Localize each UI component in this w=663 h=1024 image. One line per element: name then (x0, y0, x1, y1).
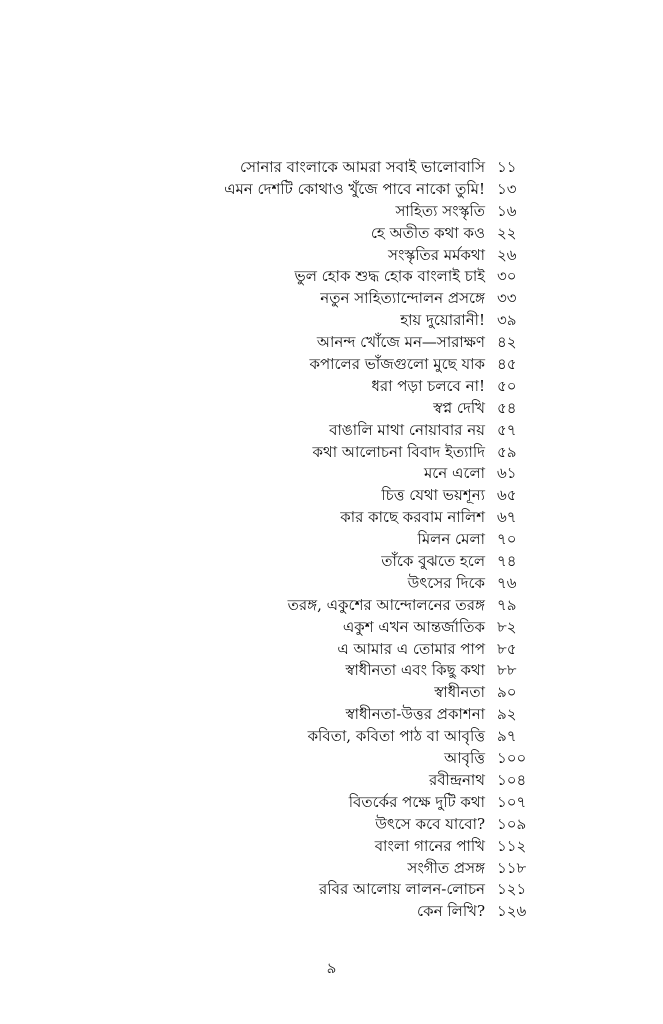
toc-entry-page: ৮৮ (497, 661, 517, 680)
toc-entry-page: ৮২ (497, 617, 517, 636)
toc-entry (0, 376, 663, 398)
toc-entry-page: ২২ (497, 223, 517, 242)
toc-entry-title: হায় দুয়োরানী! (400, 311, 485, 330)
toc-entry-title: কার কাছে করবাম নালিশ (340, 508, 485, 527)
toc-entry (0, 573, 663, 595)
toc-entry (0, 660, 663, 682)
toc-entry-title: সংস্কৃতির মর্মকথা (388, 245, 485, 264)
toc-entry-title: বিতর্কের পক্ষে দুটি কথা (348, 792, 485, 811)
toc-entry-page: ১৬ (497, 201, 517, 220)
toc-entry-page: ৮৫ (497, 639, 517, 658)
toc-entry (0, 704, 663, 726)
toc-entry-page: ১০০ (497, 749, 527, 768)
toc-entry-title: কবিতা, কবিতা পাঠ বা আবৃত্তি (307, 727, 485, 746)
toc-entry (0, 529, 663, 551)
toc-entry-title: মনে এলো (423, 464, 485, 483)
toc-entry-title: চিত্ত যেথা ভয়শূন্য (381, 486, 485, 505)
toc-entry-page: ১১ (497, 158, 517, 176)
toc-entry-title: সাহিত্য সংস্কৃতি (395, 201, 485, 220)
toc-entry (0, 463, 663, 485)
toc-entry-page: ৭৬ (497, 573, 517, 592)
toc-entry-title: সোনার বাংলাকে আমরা সবাই ভালোবাসি (240, 158, 485, 176)
toc-entry (0, 398, 663, 420)
toc-entry (0, 266, 663, 288)
toc-entry (0, 879, 663, 901)
toc-entry (0, 792, 663, 814)
toc-entry-page: ৫৪ (497, 398, 517, 417)
toc-entry-title: কথা আলোচনা বিবাদ ইত্যাদি (312, 442, 485, 461)
toc-entry-title: ভুল হোক শুদ্ধ হোক বাংলাই চাই (294, 267, 485, 286)
toc-entry-page: ১১৮ (497, 858, 527, 877)
toc-entry (0, 201, 663, 223)
toc-entry-page: ৩৩ (497, 289, 517, 308)
toc-entry (0, 595, 663, 617)
toc-entry-page: ৪৫ (497, 355, 517, 374)
toc-entry-page: ৯২ (497, 705, 517, 724)
toc-entry (0, 551, 663, 573)
toc-entry-page: ১৩ (497, 179, 517, 198)
toc-entry (0, 748, 663, 770)
toc-entry-page: ৭০ (497, 530, 517, 549)
toc-entry-title: স্বপ্ন দেখি (433, 398, 485, 417)
toc-entry (0, 310, 663, 332)
toc-entry-page: ৭৪ (497, 552, 517, 571)
toc-entry (0, 682, 663, 704)
toc-entry-title: আবৃত্তি (444, 749, 485, 768)
toc-entry-page: ৬৭ (497, 508, 517, 527)
toc-entry-page: ১২৬ (497, 902, 527, 921)
toc-entry-page: ২৬ (497, 245, 517, 264)
toc-entry-page: ৪২ (497, 333, 517, 352)
toc-entry-title: তাঁকে বুঝতে হলে (381, 552, 485, 571)
toc-entry-page: ১০৯ (497, 814, 527, 833)
toc-entry-title: এমন দেশটি কোথাও খুঁজে পাবে নাকো তুমি! (224, 179, 485, 198)
toc-entry (0, 726, 663, 748)
toc-entry-title: কেন লিখি? (417, 902, 485, 921)
toc-entry (0, 179, 663, 201)
toc-entry (0, 617, 663, 639)
toc-entry-page: ৯৭ (497, 727, 517, 746)
toc-entry (0, 288, 663, 310)
toc-entry-title: একুশ এখন আন্তর্জাতিক (342, 617, 485, 636)
toc-entry-title: রবির আলোয় লালন-লোচন (319, 880, 485, 899)
toc-entry-title: তরঙ্গ, একুশের আন্দোলনের তরঙ্গ (287, 595, 485, 614)
toc-entry-title: রবীন্দ্রনাথ (428, 770, 485, 789)
toc-entry-title: উৎসের দিকে (407, 573, 485, 592)
toc-entry (0, 507, 663, 529)
toc-entry (0, 223, 663, 245)
toc-entry-page: ১১২ (497, 836, 527, 855)
toc-entry (0, 836, 663, 858)
toc-entry-title: স্বাধীনতা (434, 683, 485, 702)
toc-entry (0, 157, 663, 179)
toc-entry-title: আনন্দ খোঁজে মন—সারাক্ষণ (316, 333, 485, 352)
toc-entry-page: ৩৯ (497, 311, 517, 330)
toc-entry-page: ৬৫ (497, 486, 517, 505)
toc-entry-title: এ আমার এ তোমার পাপ (337, 639, 485, 658)
toc-entry-page: ৩০ (497, 267, 517, 286)
toc-entry (0, 354, 663, 376)
toc-entry-title: বাংলা গানের পাখি (374, 836, 485, 855)
toc-entry-title: বাঙালি মাথা নোয়াবার নয় (329, 420, 485, 439)
toc-entry-title: কপালের ভাঁজগুলো মুছে যাক (309, 355, 485, 374)
toc-entry-page: ৫৭ (497, 420, 517, 439)
toc-entry (0, 639, 663, 661)
toc-entry-title: ধরা পড়া চলবে না! (371, 376, 485, 395)
toc-entry-page: ১০৪ (497, 770, 527, 789)
toc-entry-title: নতুন সাহিত্যান্দোলন প্রসঙ্গে (320, 289, 485, 308)
page-number: ৯ (326, 959, 337, 977)
toc-entry-title: সংগীত প্রসঙ্গ (407, 858, 485, 877)
toc-entry-page: ৫৯ (497, 442, 517, 461)
toc-entry (0, 245, 663, 267)
toc-entry (0, 485, 663, 507)
table-of-contents (0, 157, 663, 923)
toc-entry-title: স্বাধীনতা এবং কিছু কথা (345, 661, 485, 680)
toc-entry-page: ১০৭ (497, 792, 527, 811)
toc-entry (0, 332, 663, 354)
toc-entry (0, 770, 663, 792)
toc-entry-page: ৭৯ (497, 595, 517, 614)
toc-entry (0, 858, 663, 880)
toc-entry-title: উৎসে কবে যাবো? (375, 814, 485, 833)
toc-entry (0, 901, 663, 923)
toc-entry-page: ১২১ (497, 880, 527, 899)
toc-entry-page: ৬১ (497, 464, 517, 483)
toc-entry (0, 814, 663, 836)
toc-entry-page: ৫০ (497, 376, 517, 395)
toc-entry (0, 442, 663, 464)
toc-entry-page: ৯০ (497, 683, 517, 702)
toc-entry-title: স্বাধীনতা-উত্তর প্রকাশনা (345, 705, 485, 724)
toc-entry-title: হে অতীত কথা কও (370, 223, 485, 242)
toc-entry-title: মিলন মেলা (417, 530, 485, 549)
toc-entry (0, 420, 663, 442)
